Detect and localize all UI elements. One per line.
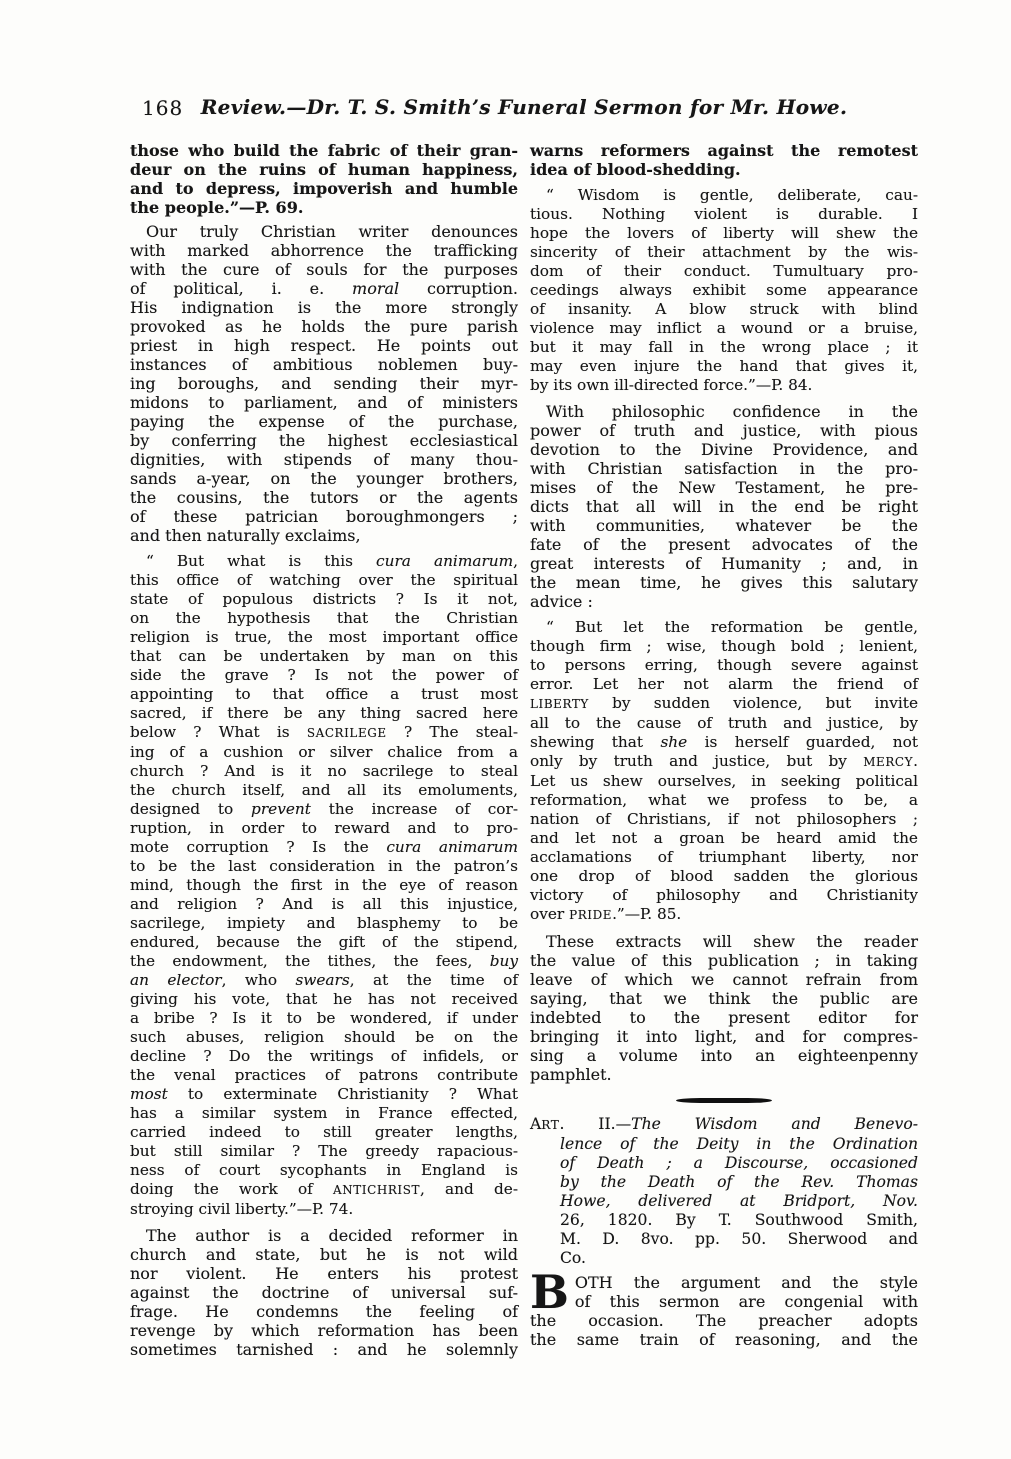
extract-quote-p74 bbox=[130, 552, 518, 1219]
text-line: provoked as he holds the pure parish bbox=[130, 317, 518, 336]
text-line: sands a-year, on the younger brothers, bbox=[130, 469, 518, 488]
text-line: Howe, delivered at Bridport, Nov. bbox=[560, 1192, 918, 1210]
text-line: indebted to the present editor for bbox=[530, 1008, 918, 1027]
quote-continuation-p69 bbox=[130, 141, 518, 217]
two-column-text-block bbox=[130, 141, 918, 1359]
article-ii-heading bbox=[530, 1115, 918, 1268]
running-title: Review.—Dr. T. S. Smith’s Funeral Sermon for Mr. Howe. bbox=[200, 95, 848, 119]
text-line: ing of a cushion or silver chalice from a bbox=[130, 743, 518, 761]
text-line: the people.”—P. 69. bbox=[130, 198, 304, 217]
small-caps-text: RT bbox=[541, 1118, 560, 1132]
text-line: only by truth and justice, but by MERCY. bbox=[530, 752, 918, 770]
text-line: has a similar system in France effected, bbox=[130, 1104, 518, 1122]
text-line: ing boroughs, and sending their myr- bbox=[130, 374, 518, 393]
text-line: error. Let her not alarm the friend of bbox=[530, 675, 918, 693]
text-line: advice : bbox=[530, 592, 593, 611]
text-line: such abuses, religion should be on the bbox=[130, 1028, 518, 1046]
left-column bbox=[130, 141, 518, 1359]
text-line: dicts that all will in the end be right bbox=[530, 497, 918, 516]
right-column bbox=[530, 141, 918, 1359]
small-caps-text: PRIDE bbox=[569, 908, 613, 922]
text-line: sometimes tarnished : and he solemnly bbox=[130, 1340, 518, 1359]
text-line: ceedings always exhibit some appearance bbox=[530, 281, 918, 299]
text-line: religion is true, the most important office bbox=[130, 628, 518, 646]
text-line: mises of the New Testament, he pre- bbox=[530, 478, 918, 497]
text-line: state of populous districts ? Is it not, bbox=[130, 590, 518, 608]
text-line: With philosophic confidence in the bbox=[546, 402, 918, 421]
text-line: instances of ambitious noblemen buy- bbox=[130, 355, 518, 374]
text-line: and religion ? And is all this injustice, bbox=[130, 895, 518, 913]
small-caps-text: SACRILEGE bbox=[306, 726, 387, 740]
text-line: dom of their conduct. Tumultuary pro- bbox=[530, 262, 918, 280]
text-line: and then naturally exclaims, bbox=[130, 526, 361, 545]
text-line: to be the last consideration in the patron’s bbox=[130, 857, 518, 875]
text-line: decline ? Do the writings of infidels, or bbox=[130, 1047, 518, 1065]
text-line: doing the work of ANTICHRIST, and de- bbox=[130, 1180, 518, 1198]
text-line: ness of court sycophants in England is bbox=[130, 1161, 518, 1179]
text-line: by the Death of the Rev. Thomas bbox=[560, 1173, 918, 1191]
text-line: those who build the fabric of their gran- bbox=[130, 141, 518, 160]
text-line: the mean time, he gives this salutary bbox=[530, 573, 918, 592]
text-line: a bribe ? Is it to be wondered, if under bbox=[130, 1009, 518, 1027]
text-line: of these patrician boroughmongers ; bbox=[130, 507, 518, 526]
text-line: revenge by which reformation has been bbox=[130, 1321, 518, 1340]
text-line: power of truth and justice, with pious bbox=[530, 421, 918, 440]
text-line: Let us shew ourselves, in seeking political bbox=[530, 772, 918, 790]
text-line: lence of the Deity in the Ordination bbox=[560, 1135, 918, 1153]
text-line: against the doctrine of universal suf- bbox=[130, 1283, 518, 1302]
body-paragraph-extracts bbox=[530, 932, 918, 1084]
text-line: ART. II.—The Wisdom and Benevo- bbox=[530, 1115, 918, 1133]
text-line: an elector, who swears, at the time of bbox=[130, 971, 518, 989]
text-line: all to the cause of truth and justice, by bbox=[530, 714, 918, 732]
text-line: His indignation is the more strongly bbox=[130, 298, 518, 317]
article-ii-opening bbox=[530, 1265, 918, 1349]
text-line: idea of blood-shedding. bbox=[530, 160, 741, 179]
small-caps-text: LIBERTY bbox=[530, 697, 589, 711]
text-line: church ? And is it no sacrilege to steal bbox=[130, 762, 518, 780]
text-line: ruption, in order to reward and to pro- bbox=[130, 819, 518, 837]
text-line: with marked abhorrence the trafficking bbox=[130, 241, 518, 260]
text-line: giving his vote, that he has not received bbox=[130, 990, 518, 1008]
text-line: with communities, whatever be the bbox=[530, 516, 918, 535]
text-line: leave of which we cannot refrain from bbox=[530, 970, 918, 989]
text-line: sincerity of their attachment by the wis- bbox=[530, 243, 918, 261]
text-line: carried indeed to still greater lengths, bbox=[130, 1123, 518, 1141]
text-line: nation of Christians, if not philosophers ; bbox=[530, 810, 918, 828]
page-header bbox=[130, 95, 918, 121]
extract-quote-p84 bbox=[530, 186, 918, 395]
text-line: “ But what is this cura animarum, bbox=[146, 552, 518, 570]
text-line: the value of this publication ; in taking bbox=[530, 951, 918, 970]
text-line: reformation, what we profess to be, a bbox=[530, 791, 918, 809]
text-line: of political, i. e. moral corruption. bbox=[130, 279, 519, 298]
text-line: fate of the present advocates of the bbox=[530, 535, 918, 554]
text-line: nor violent. He enters his protest bbox=[130, 1264, 518, 1283]
text-line: Our truly Christian writer denounces bbox=[146, 222, 518, 241]
text-line: deur on the ruins of human happiness, bbox=[130, 160, 518, 179]
body-paragraph-author bbox=[130, 1226, 518, 1359]
text-line: bringing it into light, and for compres- bbox=[530, 1027, 918, 1046]
body-paragraph-philosophic bbox=[530, 402, 918, 611]
text-line: may even injure the hand that gives it, bbox=[530, 357, 918, 375]
drop-cap: B bbox=[530, 1265, 569, 1319]
text-line: though firm ; wise, though bold ; lenient, bbox=[530, 637, 918, 655]
text-line: 26, 1820. By T. Southwood Smith, bbox=[560, 1211, 918, 1229]
text-line: by conferring the highest ecclesiastical bbox=[130, 431, 518, 450]
text-line: on the hypothesis that the Christian bbox=[130, 609, 518, 627]
text-line: Co. bbox=[560, 1249, 587, 1267]
text-line: dignities, with stipends of many thou- bbox=[130, 450, 518, 469]
text-line: side the grave ? Is not the power of bbox=[130, 666, 518, 684]
text-line: sacrilege, impiety and blasphemy to be bbox=[130, 914, 518, 932]
text-line: tious. Nothing violent is durable. I bbox=[530, 205, 918, 223]
text-line: by its own ill-directed force.”—P. 84. bbox=[530, 376, 813, 394]
text-line: priest in high respect. He points out bbox=[130, 336, 518, 355]
text-line: hope the lovers of liberty will shew the bbox=[530, 224, 918, 242]
text-line: frage. He condemns the feeling of bbox=[130, 1302, 518, 1321]
text-line: saying, that we think the public are bbox=[530, 989, 918, 1008]
text-line: appointing to that office a trust most bbox=[130, 685, 518, 703]
text-line: with the cure of souls for the purposes bbox=[130, 260, 518, 279]
text-line: to persons erring, though severe against bbox=[530, 656, 918, 674]
text-line: victory of philosophy and Christianity bbox=[530, 886, 918, 904]
text-line: endured, because the gift of the stipend, bbox=[130, 933, 518, 951]
text-line: mote corruption ? Is the cura animarum bbox=[130, 838, 518, 856]
text-line: OTH the argument and the style bbox=[574, 1273, 918, 1292]
text-line: designed to prevent the increase of cor- bbox=[130, 800, 518, 818]
text-line: that can be undertaken by man on this bbox=[130, 647, 518, 665]
text-line: the church itself, and all its emoluments, bbox=[130, 781, 518, 799]
text-line: church and state, but he is not wild bbox=[130, 1245, 518, 1264]
text-line: the cousins, the tutors or the agents bbox=[130, 488, 518, 507]
text-line: great interests of Humanity ; and, in bbox=[530, 554, 918, 573]
text-line: below ? What is SACRILEGE ? The steal- bbox=[130, 723, 518, 741]
text-line: and let not a groan be heard amid the bbox=[530, 829, 918, 847]
text-line: devotion to the Divine Providence, and bbox=[530, 440, 918, 459]
text-line: of insanity. A blow struck with blind bbox=[530, 300, 918, 318]
text-line: over PRIDE.”—P. 85. bbox=[530, 905, 682, 923]
text-line: of this sermon are congenial with bbox=[574, 1292, 918, 1311]
text-line: warns reformers against the remotest bbox=[530, 141, 918, 160]
small-caps-text: ANTICHRIST bbox=[333, 1183, 421, 1197]
page-number: 168 bbox=[142, 96, 184, 120]
text-line: These extracts will shew the reader bbox=[546, 932, 918, 951]
text-line: with Christian satisfaction in the pro- bbox=[530, 459, 918, 478]
text-line: shewing that she is herself guarded, not bbox=[530, 733, 918, 751]
small-caps-text: MERCY bbox=[863, 755, 914, 769]
text-line: sacred, if there be any thing sacred here bbox=[130, 704, 518, 722]
text-line: this office of watching over the spiritual bbox=[130, 571, 518, 589]
text-line: “ Wisdom is gentle, deliberate, cau- bbox=[546, 186, 918, 204]
text-line: “ But let the reformation be gentle, bbox=[546, 618, 918, 636]
text-line: the venal practices of patrons contribute bbox=[130, 1066, 518, 1084]
text-line: paying the expense of the purchase, bbox=[130, 412, 518, 431]
text-line: LIBERTY by sudden violence, but invite bbox=[530, 694, 918, 712]
text-line: the endowment, the tithes, the fees, buy bbox=[130, 952, 518, 970]
body-paragraph-denounces bbox=[130, 222, 518, 545]
section-divider bbox=[676, 1098, 772, 1103]
text-line: mind, though the first in the eye of reason bbox=[130, 876, 518, 894]
quote-continuation-blood-shedding bbox=[530, 141, 918, 179]
text-line: pamphlet. bbox=[530, 1065, 612, 1084]
text-line: acclamations of triumphant liberty, nor bbox=[530, 848, 918, 866]
text-line: the occasion. The preacher adopts bbox=[530, 1311, 918, 1330]
extract-quote-p85 bbox=[530, 618, 918, 925]
text-line: The author is a decided reformer in bbox=[146, 1226, 518, 1245]
text-line: M. D. 8vo. pp. 50. Sherwood and bbox=[560, 1230, 918, 1248]
text-line: but still similar ? The greedy rapacious- bbox=[130, 1142, 518, 1160]
text-line: violence may inflict a wound or a bruise, bbox=[530, 319, 918, 337]
text-line: midons to parliament, and of ministers bbox=[130, 393, 518, 412]
text-line: most to exterminate Christianity ? What bbox=[130, 1085, 518, 1103]
text-line: sing a volume into an eighteenpenny bbox=[530, 1046, 918, 1065]
text-line: and to depress, impoverish and humble bbox=[130, 179, 518, 198]
text-line: stroying civil liberty.”—P. 74. bbox=[130, 1200, 354, 1218]
text-line: one drop of blood sadden the glorious bbox=[530, 867, 918, 885]
text-line: of Death ; a Discourse, occasioned bbox=[560, 1154, 918, 1172]
text-line: but it may fall in the wrong place ; it bbox=[530, 338, 918, 356]
text-line: the same train of reasoning, and the bbox=[530, 1330, 918, 1349]
